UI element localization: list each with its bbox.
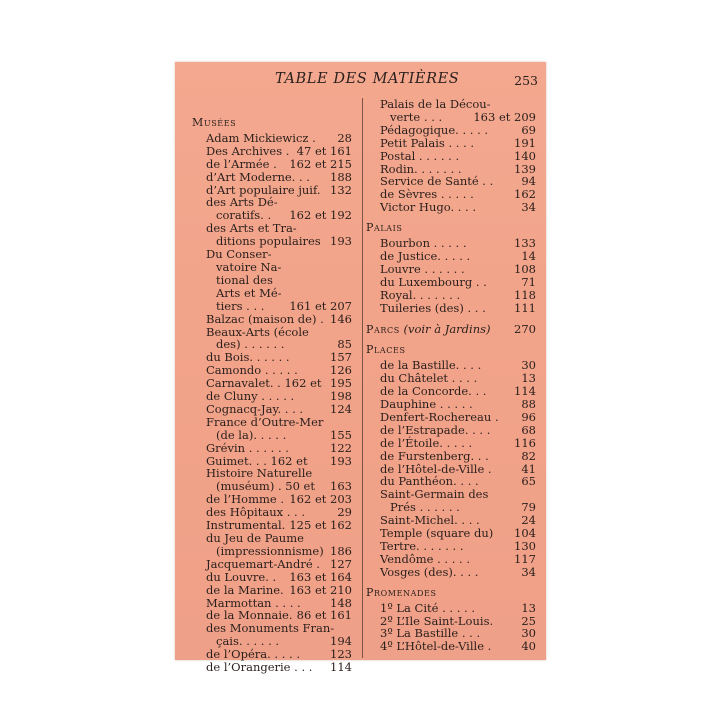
entry-page-number: 146 [330, 311, 352, 326]
places-list [366, 359, 536, 578]
parcs-page-number: 270 [514, 321, 536, 336]
entry-text: Beaux-Arts (école [206, 324, 309, 339]
entry-page-number: 86 et 161 [296, 608, 352, 623]
entry-page-number: 163 et 210 [289, 582, 352, 597]
entry-page-number: 155 [330, 427, 352, 442]
entry-page-number: 162 [514, 187, 536, 202]
entry-text: du Luxembourg . . [380, 274, 487, 289]
entry-page-number: 79 [521, 500, 536, 515]
entry-text: de l’Hôtel-de-Ville . [380, 461, 492, 476]
entry-page-number: 114 [330, 660, 352, 675]
parcs-entry [366, 323, 536, 337]
entry-text: de l’Orangerie . . . [206, 660, 313, 675]
entry-text: du Jeu de Paume [206, 531, 304, 545]
entry-text: Marmottan . . . . [206, 595, 301, 610]
entry-page-number: 24 [521, 513, 536, 528]
entry-text: verte . . . [390, 109, 443, 124]
entry-text: de la Concorde. . . [380, 384, 487, 399]
entry-page-number: 30 [521, 626, 536, 641]
entry-text: Petit Palais . . . . [380, 135, 475, 150]
entry-page-number: 85 [337, 337, 352, 352]
entry-text: de l’Estrapade. . . . [380, 422, 491, 437]
entry-page-number: 140 [514, 148, 536, 163]
entry-text: des Arts Dé- [206, 195, 278, 210]
entry-page-number: 29 [337, 505, 352, 520]
entry-text: Vendôme . . . . . [380, 551, 471, 566]
entry-text: de Sèvres . . . . . [380, 187, 474, 202]
entry-text: Saint-Germain des [380, 487, 489, 502]
column-divider [362, 98, 363, 658]
entry-page-number: 162 et 203 [289, 492, 352, 507]
entry-page-number: 88 [521, 397, 536, 412]
entry-text: Denfert-Rochereau . [380, 409, 499, 424]
entry-page-number: 122 [330, 440, 352, 455]
entry-text: 2º L’Ile Saint-Louis. [380, 613, 494, 628]
section-heading-places: Places [366, 343, 406, 357]
entry-page-number: 13 [521, 371, 536, 386]
entry-page-number: 13 [521, 600, 536, 615]
entry-text: (impressionnisme) [216, 543, 324, 558]
entry-text: du Louvre. . [206, 569, 277, 584]
palais-list [366, 237, 536, 314]
entry-page-number: 163 et 164 [289, 569, 352, 584]
entry-text: Victor Hugo. . . . [380, 200, 477, 215]
entry-text: Cognacq-Jay. . . . [206, 401, 304, 416]
entry-page-number: 126 [330, 363, 352, 378]
left-column [192, 117, 352, 674]
entry-text: de l’Opéra. . . . . [206, 647, 301, 662]
entry-text: Jacquemart-André . [206, 556, 320, 571]
entry-text: coratifs. . [216, 208, 272, 223]
entry-page-number: 28 [337, 130, 352, 145]
entry-page-number: 123 [330, 647, 352, 662]
entry-text: de la Marine. [206, 582, 284, 597]
entry-text: Balzac (maison de) . [206, 311, 324, 326]
entry-text: Bourbon . . . . . [380, 236, 467, 251]
entry-text: Postal . . . . . . [380, 148, 460, 163]
entry-page-number: 71 [521, 274, 536, 289]
entry-text: çais. . . . . . [216, 634, 280, 649]
entry-text: (de la). . . . . [216, 427, 287, 442]
page-title: TABLE DES MATIÈRES [275, 71, 460, 87]
entry-text: d’Art Moderne. . . [206, 169, 310, 184]
parcs-label: Parcs [366, 322, 400, 336]
entry-page-number: 193 [330, 234, 352, 249]
entry-page-number: 118 [514, 287, 536, 302]
entry-page-number: 162 et 192 [289, 208, 352, 223]
entry-page-number: 191 [514, 135, 536, 150]
entry-page-number: 163 [330, 479, 352, 494]
entry-text: (muséum) . 50 et [216, 479, 315, 494]
entry-text: du Châtelet . . . . [380, 371, 478, 386]
entry-page-number: 65 [521, 474, 536, 489]
entry-text: de l’Étoile. . . . . [380, 435, 473, 450]
entry-text: de la Bastille. . . . [380, 358, 482, 373]
entry-text: Grévin . . . . . . [206, 440, 289, 455]
place-entry [366, 566, 536, 579]
entry-page-number: 161 et 207 [289, 298, 352, 313]
entry-page-number: 127 [330, 556, 352, 571]
entry-page-number: 47 et 161 [296, 143, 352, 158]
entry-page-number: 195 [330, 376, 352, 391]
entry-text: Pédagogique. . . . . [380, 122, 489, 137]
entry-page-number: 139 [514, 161, 536, 176]
entry-page-number: 133 [514, 236, 536, 251]
entry-text: Rodin. . . . . . . [380, 161, 462, 176]
entry-text: France d’Outre-Mer [206, 414, 324, 429]
parcs-voir: (voir à Jardins) [403, 321, 491, 336]
promenades-list [366, 602, 536, 654]
entry-text: Tertre. . . . . . . [380, 539, 464, 553]
entry-text: vatoire Na- [216, 259, 282, 274]
entry-text: Histoire Naturelle [206, 466, 313, 481]
entry-text: des Monuments Fran- [206, 621, 335, 636]
entry-text: Camondo . . . . . [206, 363, 298, 378]
entry-text: de l’Homme . [206, 492, 285, 507]
entry-text: Tuileries (des) . . . [380, 300, 486, 315]
entry-text: Adam Mickiewicz . [206, 130, 316, 145]
entry-text: tional des [216, 272, 273, 287]
entry-text: 3º La Bastille . . . [380, 626, 481, 641]
entry-page-number: 148 [330, 595, 352, 610]
entry-text: d’Art populaire juif. [206, 182, 321, 197]
entry-text: de Justice. . . . . [380, 248, 471, 263]
museum-entry [366, 201, 536, 214]
entry-text: de la Monnaie. [206, 608, 293, 623]
entry-page-number: 34 [521, 200, 536, 215]
entry-page-number: 68 [521, 422, 536, 437]
entry-text: tiers . . . [216, 298, 265, 313]
entry-text: des Hôpitaux . . . [206, 505, 306, 520]
entry-page-number: 194 [330, 634, 352, 649]
entry-page-number: 41 [521, 461, 536, 476]
entry-text: des Arts et Tra- [206, 221, 297, 236]
entry-page-number: 193 [330, 453, 352, 468]
section-heading-palais: Palais [366, 221, 403, 235]
entry-page-number: 34 [521, 564, 536, 579]
entry-page-number: 111 [514, 300, 536, 315]
entry-text: de Furstenberg. . . [380, 448, 489, 463]
entry-page-number: 116 [514, 435, 536, 450]
page-number: 253 [514, 73, 538, 88]
entry-text: Louvre . . . . . . [380, 261, 465, 276]
entry-text: 4º L’Hôtel-de-Ville . [380, 639, 492, 654]
entry-page-number: 30 [521, 358, 536, 373]
entry-page-number: 157 [330, 350, 352, 365]
entry-page-number: 114 [514, 384, 536, 399]
entry-text: Royal. . . . . . . [380, 287, 461, 302]
entry-text: Service de Santé . . [380, 174, 494, 189]
entry-page-number: 188 [330, 169, 352, 184]
entry-page-number: 124 [330, 401, 352, 416]
entry-text: du Panthéon. . . . [380, 474, 479, 489]
entry-text: Prés . . . . . . [390, 500, 460, 515]
entry-text: Carnavalet. . 162 et [206, 376, 322, 391]
entry-text: des) . . . . . . [216, 337, 285, 352]
entry-page-number: 163 et 209 [473, 109, 536, 124]
right-column [366, 98, 536, 653]
section-heading-promenades: Promenades [366, 585, 437, 599]
entry-text: Instrumental. [206, 518, 286, 533]
entry-text: ditions populaires [216, 234, 321, 249]
entry-page-number: 117 [514, 551, 536, 566]
entry-page-number: 108 [514, 261, 536, 276]
entry-text: de Cluny . . . . . [206, 389, 295, 404]
entry-text: de l’Armée . [206, 156, 277, 171]
entry-text: Dauphine . . . . . [380, 397, 473, 412]
museum-list [192, 132, 352, 674]
book-page [175, 62, 546, 675]
entry-page-number: 132 [330, 182, 352, 197]
entry-page-number: 69 [521, 122, 536, 137]
entry-text: Temple (square du) [380, 526, 494, 541]
entry-text: Arts et Mé- [216, 285, 282, 300]
entry-text: Vosges (des). . . . [380, 564, 479, 579]
entry-text: Du Conser- [206, 247, 272, 262]
museum-entry [192, 661, 352, 674]
entry-page-number: 198 [330, 389, 352, 404]
entry-text: du Bois. . . . . . [206, 350, 290, 365]
section-heading-musees: Musées [192, 116, 237, 129]
entry-page-number: 96 [521, 409, 536, 424]
entry-page-number: 25 [521, 613, 536, 628]
entry-page-number: 40 [521, 639, 536, 654]
entry-page-number: 130 [514, 539, 536, 553]
entry-page-number: 186 [330, 543, 352, 558]
entry-page-number: 104 [514, 526, 536, 541]
entry-text: Des Archives . [206, 143, 290, 158]
entry-text: Saint-Michel. . . . [380, 513, 480, 528]
entry-page-number: 94 [521, 174, 536, 189]
entry-text: 1º La Cité . . . . . [380, 600, 475, 615]
entry-page-number: 162 et 215 [289, 156, 352, 171]
entry-text: Guimet. . . 162 et [206, 453, 308, 468]
entry-page-number: 14 [521, 248, 536, 263]
entry-page-number: 125 et 162 [289, 518, 352, 533]
palais-entry [366, 302, 536, 315]
museum-list-continued [366, 98, 536, 214]
entry-text: Palais de la Décou- [380, 97, 491, 111]
promenade-entry [366, 640, 536, 653]
entry-page-number: 82 [521, 448, 536, 463]
